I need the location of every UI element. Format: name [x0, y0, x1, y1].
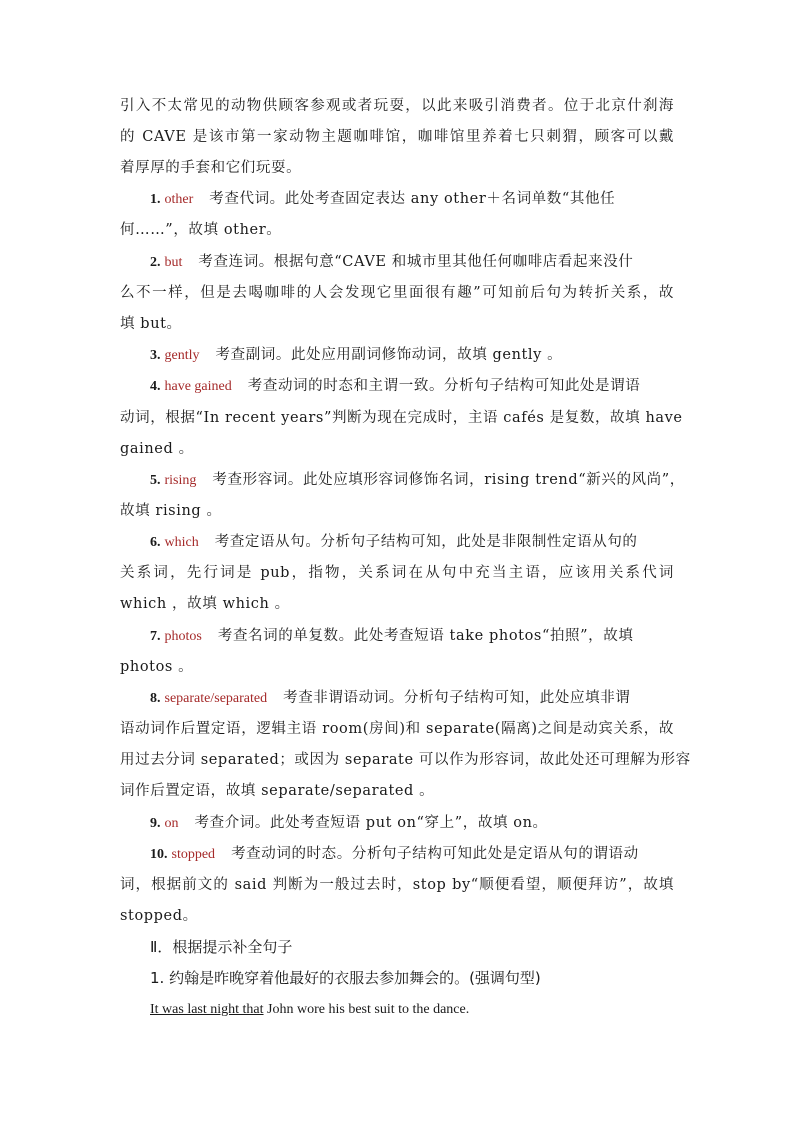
question-text: 1. 约翰是昨晚穿着他最好的衣服去参加舞会的。(强调句型) [150, 969, 541, 987]
answer-word: but [164, 255, 183, 270]
explanation-line: stopped。 [120, 908, 198, 924]
answer-word: stopped [171, 847, 216, 862]
answer-item [150, 252, 674, 273]
answer-word: have gained [164, 379, 232, 394]
explanation-text: 考查非谓语动词。分析句子结构可知，此处应填非谓 [283, 690, 631, 706]
answer-word: rising [164, 473, 197, 488]
explanation-text: 考查副词。此处应用副词修饰动词，故填 gently 。 [215, 347, 563, 363]
explanation-line: which ，故填 which 。 [120, 596, 290, 612]
sentence-rest: John wore his best suit to the dance. [263, 1002, 470, 1017]
item-number: 9. [150, 816, 161, 831]
explanation-text: 考查代词。此处考查固定表达 any other＋名词单数“其他任 [209, 191, 616, 207]
explanation-line: 关系词，先行词是 pub，指物，关系词在从句中充当主语，应该用关系代词 [120, 565, 674, 581]
item-number: 6. [150, 535, 161, 550]
explanation-text: 考查介词。此处考查短语 put on“穿上”，故填 on。 [194, 815, 548, 831]
answer-word: other [164, 192, 194, 207]
answer-word: which [164, 535, 199, 550]
answer-item [150, 376, 674, 397]
item-number: 7. [150, 629, 161, 644]
explanation-text: 考查动词的时态和主谓一致。分析句子结构可知此处是谓语 [247, 378, 641, 394]
explanation-text: 考查名词的单复数。此处考查短语 take photos“拍照”，故填 [217, 628, 634, 644]
answer-sentence [150, 999, 674, 1020]
explanation-line: photos 。 [120, 659, 194, 675]
explanation-line: 么不一样，但是去喝咖啡的人会发现它里面很有趣”可知前后句为转折关系，故 [120, 285, 674, 301]
answer-word: on [164, 816, 179, 831]
answer-item [150, 345, 674, 366]
explanation-text: 考查形容词。此处应填形容词修饰名词，rising trend“新兴的风尚”， [212, 472, 685, 488]
answer-word: gently [164, 348, 200, 363]
answer-word: separate/separated [164, 691, 268, 706]
explanation-text: 考查定语从句。分析句子结构可知，此处是非限制性定语从句的 [214, 534, 638, 550]
intro-line-3: 着厚厚的手套和它们玩耍。 [120, 160, 302, 176]
explanation-line: 用过去分词 separated；或因为 separate 可以作为形容词，故此处还可理解为形容 [120, 752, 691, 768]
answer-item [150, 844, 674, 865]
underlined-answer: It was last night that [150, 1002, 264, 1017]
answer-item [150, 813, 674, 834]
section-heading: Ⅱ．根据提示补全句子 [150, 938, 293, 956]
explanation-line: 故填 rising 。 [120, 503, 222, 519]
intro-line-2: 的 CAVE 是该市第一家动物主题咖啡馆，咖啡馆里养着七只刺猬，顾客可以戴 [120, 129, 674, 145]
explanation-line: 词作后置定语，故填 separate/separated 。 [120, 783, 435, 799]
answer-item [150, 532, 674, 553]
item-number: 2. [150, 255, 161, 270]
explanation-text: 考查动词的时态。分析句子结构可知此处是定语从句的谓语动 [231, 846, 639, 862]
explanation-line: 填 but。 [120, 316, 182, 332]
explanation-line: 何……”，故填 other。 [120, 222, 282, 238]
answer-item [150, 470, 685, 491]
answer-word: photos [164, 629, 202, 644]
explanation-line: 语动词作后置定语，逻辑主语 room(房间)和 separate(隔离)之间是动宾关系，故 [120, 721, 674, 737]
item-number: 3. [150, 348, 161, 363]
intro-line-1: 引入不太常见的动物供顾客参观或者玩耍，以此来吸引消费者。位于北京什刹海 [120, 98, 674, 114]
answer-item [150, 626, 674, 647]
explanation-line: 词，根据前文的 said 判断为一般过去时，stop by“顺便看望，顺便拜访”，故填 [120, 877, 674, 893]
answer-item [150, 688, 674, 709]
explanation-line: gained 。 [120, 441, 194, 457]
explanation-text: 考查连词。根据句意“CAVE 和城市里其他任何咖啡店看起来没什 [198, 254, 634, 270]
answer-item [150, 189, 674, 210]
item-number: 8. [150, 691, 161, 706]
explanation-line: 动词，根据“In recent years”判断为现在完成时，主语 cafés 是复数，故填 have [120, 410, 683, 426]
item-number: 10. [150, 847, 168, 862]
item-number: 5. [150, 473, 161, 488]
item-number: 4. [150, 379, 161, 394]
item-number: 1. [150, 192, 161, 207]
